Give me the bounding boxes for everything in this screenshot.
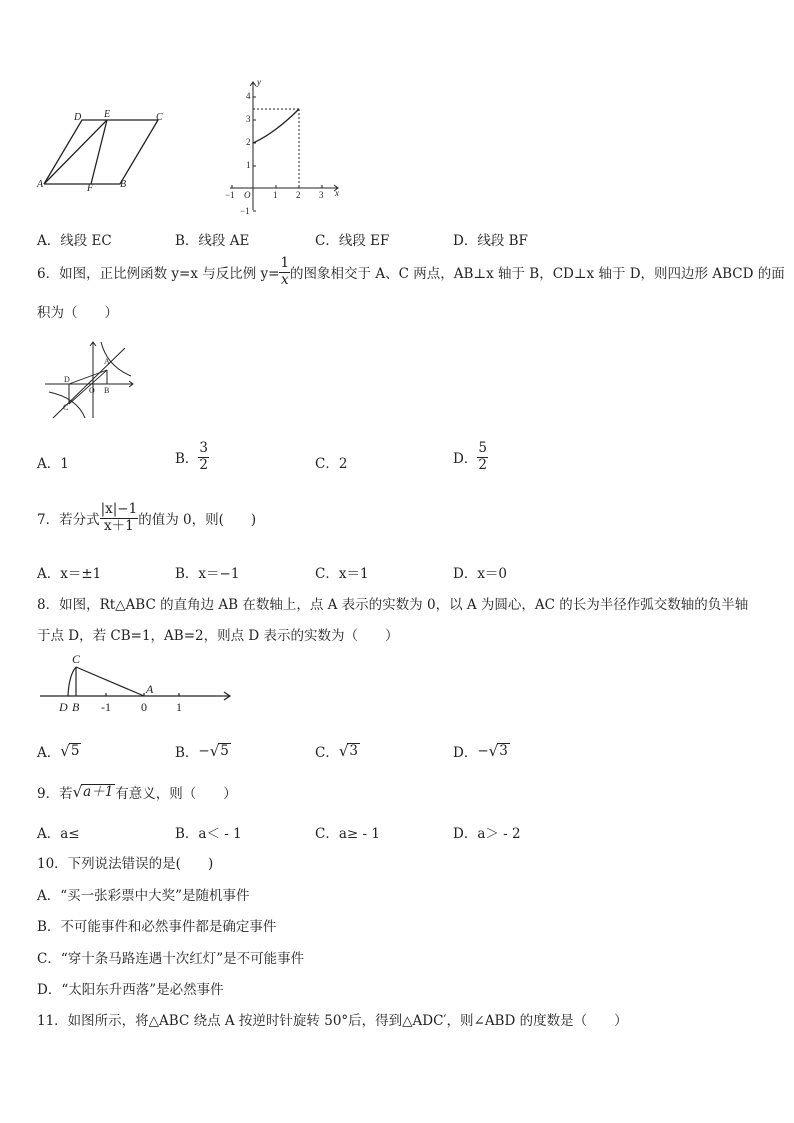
- q10-option-d: D．“太阳东升西落”是必然事件: [37, 982, 224, 998]
- q8-stem-line2: 于点 D，若 CB=1，AB=2，则点 D 表示的实数为（ ）: [37, 628, 399, 644]
- y-tick-neg1: −1: [240, 206, 250, 216]
- q6-stem-line2: 积为（ ）: [37, 305, 118, 321]
- q9-option-b: B．a＜ - 1: [175, 826, 242, 842]
- q5-option-a: A．线段 EC: [37, 233, 112, 249]
- x-tick-1: 1: [273, 190, 278, 200]
- q6-option-b: B． $\frac{3}{2}$: [175, 440, 209, 473]
- fig8-label-a: A: [146, 682, 154, 696]
- label-c: C: [156, 112, 163, 123]
- parallelogram-figure: [34, 108, 169, 194]
- q6-option-a: A．1: [37, 456, 69, 472]
- fig6-label-c: C: [63, 403, 69, 412]
- q9-option-d: D．a＞ - 2: [453, 826, 521, 842]
- q11-stem: 11．如图所示，将△ABC 绕点 A 按逆时针旋转 50°后，得到△ADC′，则∠ABD 的度数是（ ）: [37, 1013, 628, 1029]
- function-graph-figure: [220, 78, 345, 218]
- label-d: D: [74, 112, 82, 123]
- fig8-tick-0: 0: [141, 700, 147, 714]
- q8-option-c: C． √ 3: [315, 742, 358, 761]
- q8-option-d: D． − √ 3: [453, 742, 508, 761]
- q6-option-d: D． $\frac{5}{2}$: [453, 440, 487, 473]
- hyperbola-line-figure: [45, 340, 140, 420]
- y-axis-label: y: [257, 78, 261, 87]
- q9-option-a: A．a≤: [37, 826, 80, 842]
- y-tick-1: 1: [246, 160, 251, 170]
- fig6-label-a: A: [104, 357, 110, 366]
- q9-stem: 9．若 √ a＋1 有意义，则（ ）: [37, 783, 237, 802]
- label-e: E: [104, 109, 111, 120]
- y-tick-4: 4: [246, 91, 251, 101]
- q6-option-c: C．2: [315, 456, 348, 472]
- q8-option-a: A． √ 5: [37, 742, 80, 761]
- q5-option-b: B．线段 AE: [175, 233, 250, 249]
- q10-option-c: C．“穿十条马路连遇十次红灯”是不可能事件: [37, 951, 305, 967]
- q7-option-c: C．x＝1: [315, 566, 369, 582]
- fig8-tick-1: 1: [176, 700, 182, 714]
- q7-option-d: D．x＝0: [453, 566, 508, 582]
- origin-label: O: [244, 190, 251, 200]
- q5-option-c: C．线段 EF: [315, 233, 390, 249]
- q9-option-c: C．a≥ - 1: [315, 826, 380, 842]
- q8-option-b: B． − √ 5: [175, 742, 229, 761]
- q10-option-b: B．不可能事件和必然事件都是确定事件: [37, 919, 277, 935]
- fig6-label-d: D: [64, 375, 70, 384]
- fig6-label-o: O: [89, 386, 95, 395]
- q8-stem-line1: 8．如图，Rt△ABC 的直角边 AB 在数轴上，点 A 表示的实数为 0，以 A 为圆心，AC 的长为半径作弧交数轴的负半轴: [37, 597, 749, 613]
- x-axis-label: x: [335, 188, 339, 198]
- y-tick-2: 2: [246, 137, 251, 147]
- fig6-label-b: B: [104, 386, 110, 395]
- x-tick-2: 2: [296, 190, 301, 200]
- q6-stem: 6．如图，正比例函数 y=x 与反比例 y= $\frac{1}{x}$ 的图象相交于 A、C 两点，AB⊥x 轴于 B，CD⊥x 轴于 D，则四边形 ABCD 的面: [37, 255, 785, 288]
- q5-option-d: D．线段 BF: [453, 233, 528, 249]
- q7-stem: 7．若分式 $\frac{|x|-1}{x+1}$ 的值为 0，则( ): [37, 501, 257, 534]
- fig8-tick-neg1: -1: [101, 700, 111, 714]
- x-tick-neg1: −1: [225, 190, 235, 200]
- number-line-figure: [38, 650, 238, 718]
- label-a: A: [37, 179, 44, 190]
- fig8-label-b: B: [72, 700, 80, 714]
- x-tick-3: 3: [319, 190, 324, 200]
- q10-option-a: A．“买一张彩票中大奖”是随机事件: [37, 888, 250, 904]
- fig8-label-c: C: [72, 652, 81, 666]
- label-b: B: [120, 179, 127, 190]
- q7-option-a: A．x＝±1: [37, 566, 102, 582]
- q7-option-b: B．x＝−1: [175, 566, 240, 582]
- q10-stem: 10．下列说法错误的是( ): [37, 856, 214, 872]
- fig8-label-d: D: [59, 700, 68, 714]
- label-f: F: [87, 183, 94, 194]
- y-tick-3: 3: [246, 114, 251, 124]
